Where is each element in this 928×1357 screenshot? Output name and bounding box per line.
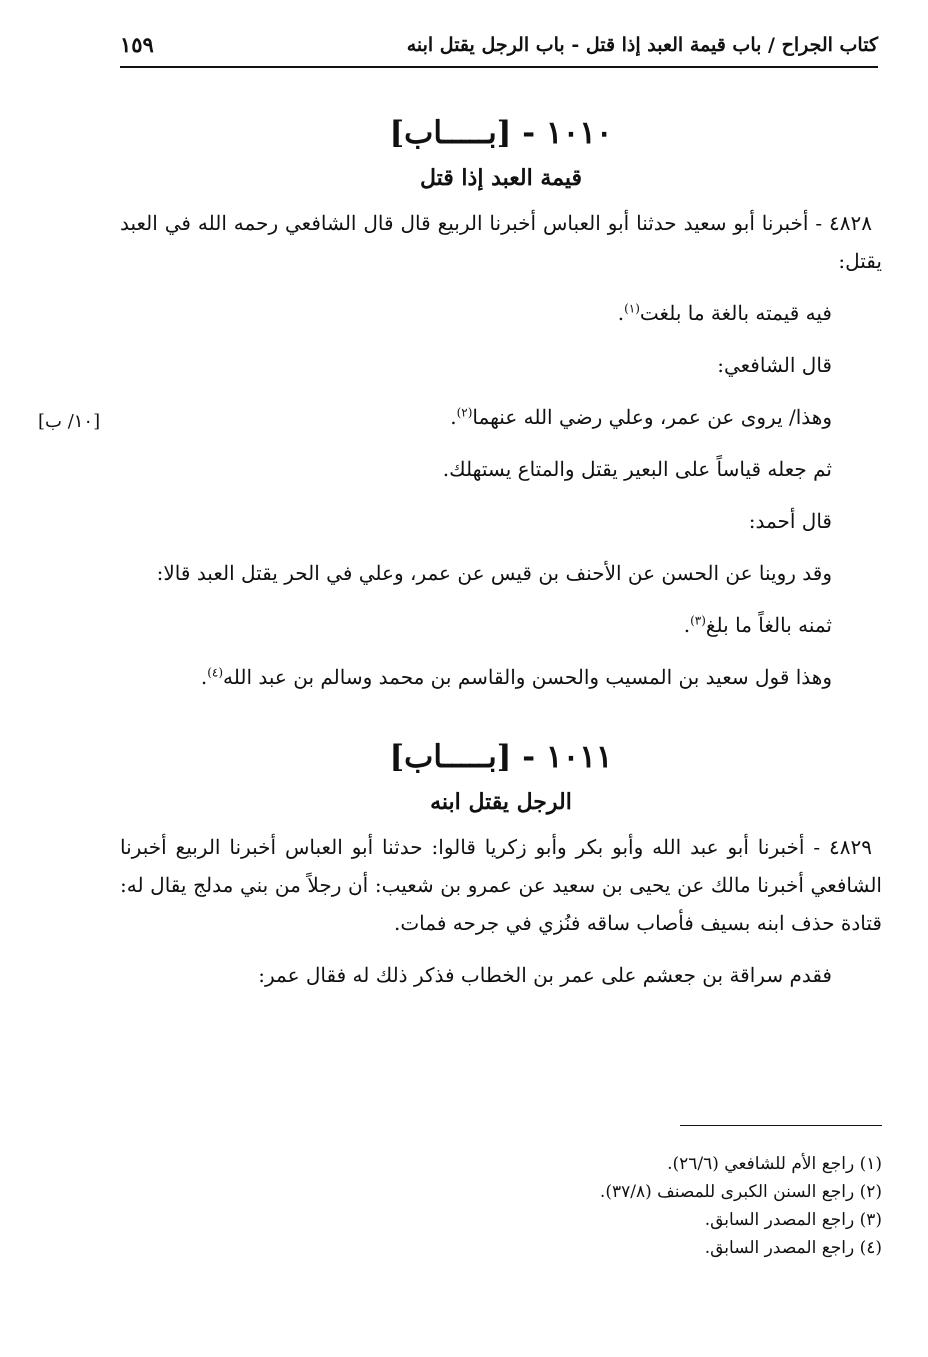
footnote: (٤) راجع المصدر السابق.	[704, 1238, 882, 1258]
text-paragraph: ثمنه بالغاً ما بلغ$^{(٣)}$.	[683, 613, 832, 637]
hadith-paragraph: ٤٨٢٨ - أخبرنا أبو سعيد حدثنا أبو العباس أخبرنا الربيع قال قال الشافعي رحمه الله في العبد يقتل:	[120, 211, 882, 273]
text-paragraph: قال الشافعي:	[717, 353, 832, 377]
chapter-title: الرجل يقتل ابنه	[430, 789, 572, 815]
footnote-marker: (١)	[624, 301, 640, 316]
chapter-number: ١٠١٠ - [بـــــاب]	[389, 115, 613, 151]
running-header	[120, 30, 878, 68]
text-paragraph: وهذا قول سعيد بن المسيب والحسن والقاسم بن محمد وسالم بن عبد الله$^{(٤)}$.	[200, 665, 832, 689]
text-paragraph: قال أحمد:	[748, 509, 832, 533]
footnote: (٣) راجع المصدر السابق.	[704, 1210, 882, 1230]
margin-folio-note: [١٠/ ب]	[38, 411, 101, 432]
chapter-number: ١٠١١ - [بـــــاب]	[389, 739, 613, 775]
footnote-marker: (٤)	[207, 665, 224, 680]
text-paragraph: فيه قيمته بالغة ما بلغت$^{(١)}$.	[617, 301, 832, 325]
running-title: كتاب الجراح / باب قيمة العبد إذا قتل - باب الرجل يقتل ابنه	[406, 34, 878, 56]
text-paragraph: وقد روينا عن الحسن عن الأحنف بن قيس عن عمر، وعلي في الحر يقتل العبد قالا:	[156, 561, 832, 585]
text-paragraph: فقدم سراقة بن جعشم على عمر بن الخطاب فذكر ذلك له فقال عمر:	[258, 963, 832, 987]
footnote-marker: (٣)	[690, 613, 706, 628]
footnote-divider	[680, 1125, 882, 1126]
hadith-paragraph: ٤٨٢٩ - أخبرنا أبو عبد الله وأبو بكر وأبو زكريا قالوا: حدثنا أبو العباس أخبرنا الربيع أخبرنا الشافعي أخبرنا مالك عن يحيى بن سعيد عن عمرو بن شعيب: أن رجلاً من بني مدلج يقال له: قتادة حذف ابنه بسيف فأصاب ساقه فنُزي في جرحه فمات.	[120, 835, 882, 935]
footnote: (١) راجع الأم للشافعي (٢٦/٦).	[667, 1154, 882, 1174]
footnotes	[600, 1150, 882, 1262]
footnote: (٢) راجع السنن الكبرى للمصنف (٣٧/٨).	[599, 1182, 882, 1202]
text-paragraph: وهذا/ يروى عن عمر، وعلي رضي الله عنهما$^{(٢)}$.	[450, 405, 832, 429]
chapter-title: قيمة العبد إذا قتل	[419, 165, 583, 191]
footnote-marker: (٢)	[456, 405, 473, 420]
body-text	[120, 100, 882, 994]
page-number: ١٥٩	[120, 32, 154, 57]
text-paragraph: ثم جعله قياساً على البعير يقتل والمتاع يستهلك.	[442, 457, 832, 481]
